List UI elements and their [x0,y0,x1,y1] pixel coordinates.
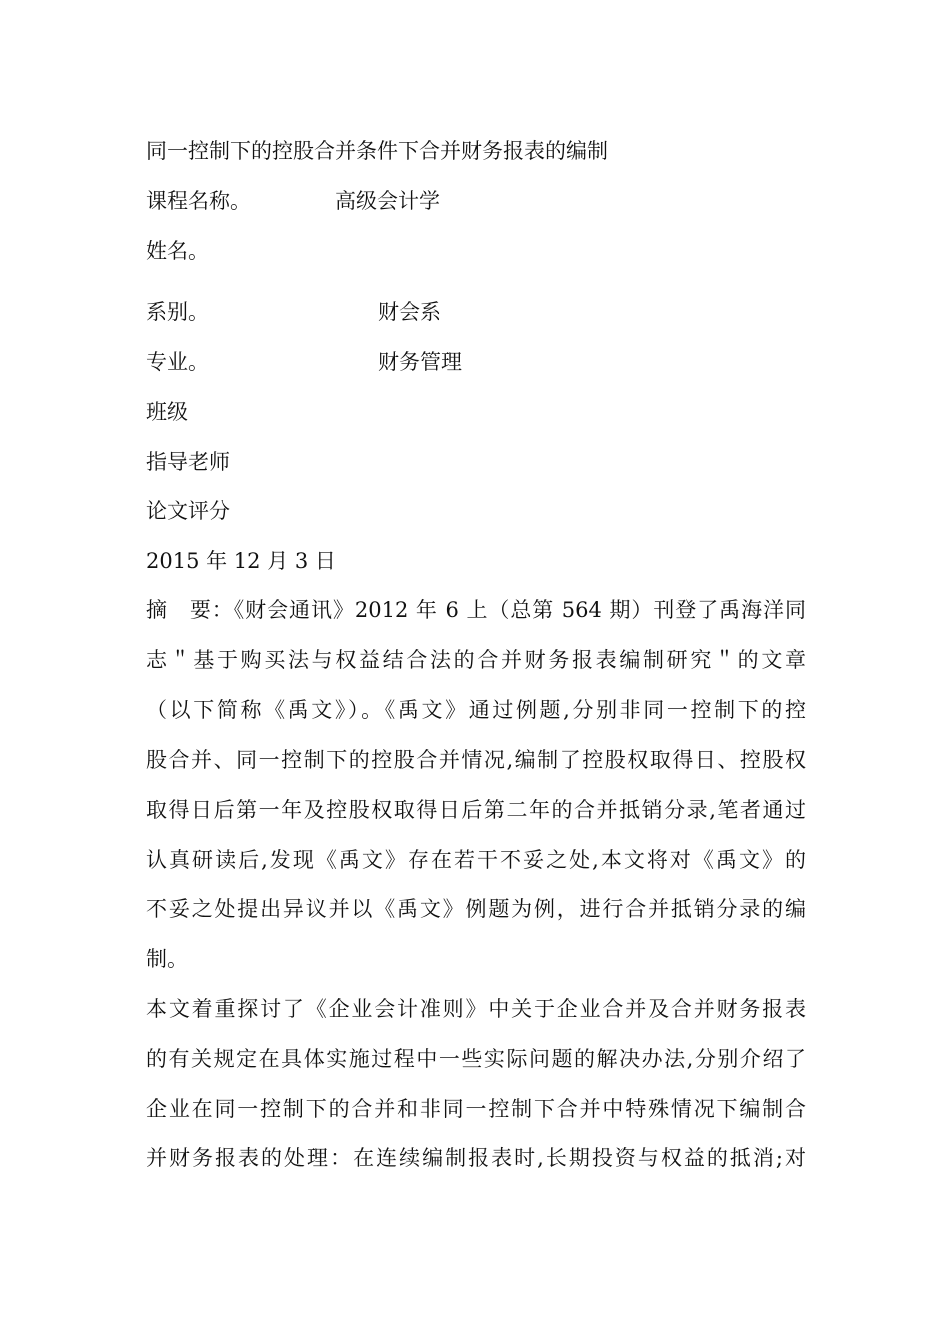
body-line: 企业在同一控制下的合并和非同一控制下合并中特殊情况下编制合 [146,1097,806,1121]
major-value: 财务管理 [378,350,462,374]
body-line: 并财务报表的处理：在连续编制报表时,长期投资与权益的抵消;对 [146,1146,806,1170]
course-value: 高级会计学 [335,189,440,213]
class-label: 班级 [146,400,188,424]
body-line: 本文着重探讨了《企业会计准则》中关于企业合并及合并财务报表 [146,997,806,1021]
abstract-line: 不妥之处提出异议并以《禹文》例题为例，进行合并抵销分录的编 [146,897,806,921]
abstract-line: 制。 [146,947,188,971]
abstract-line: 取得日后第一年及控股权取得日后第二年的合并抵销分录,笔者通过 [146,798,806,822]
abstract-line: 股合并、同一控制下的控股合并情况,编制了控股权取得日、控股权 [146,748,806,772]
document-title [146,137,608,165]
body-line: 的有关规定在具体实施过程中一些实际问题的解决办法,分别介绍了 [146,1047,806,1071]
department-label: 系别。 [146,300,209,324]
abstract-line: 摘 要：《财会通讯》2012 年 6 上（总第 564 期）刊登了禹海洋同 [146,598,806,622]
abstract-line: 认真研读后,发现《禹文》存在若干不妥之处,本文将对《禹文》的 [146,848,806,872]
major-label: 专业。 [146,350,209,374]
advisor-label: 指导老师 [146,450,230,474]
abstract-line: （以下简称《禹文》）。《禹文》通过例题,分别非同一控制下的控 [146,698,806,722]
name-label: 姓名。 [146,239,209,263]
abstract-line: 志＂基于购买法与权益结合法的合并财务报表编制研究＂的文章 [146,648,806,672]
date-line: 2015 年 12 月 3 日 [146,549,336,573]
course-label: 课程名称。 [146,189,251,213]
document-title-text: 同一控制下的控股合并条件下合并财务报表的编制 [146,139,608,163]
department-value: 财会系 [378,300,441,324]
score-label: 论文评分 [146,499,230,523]
